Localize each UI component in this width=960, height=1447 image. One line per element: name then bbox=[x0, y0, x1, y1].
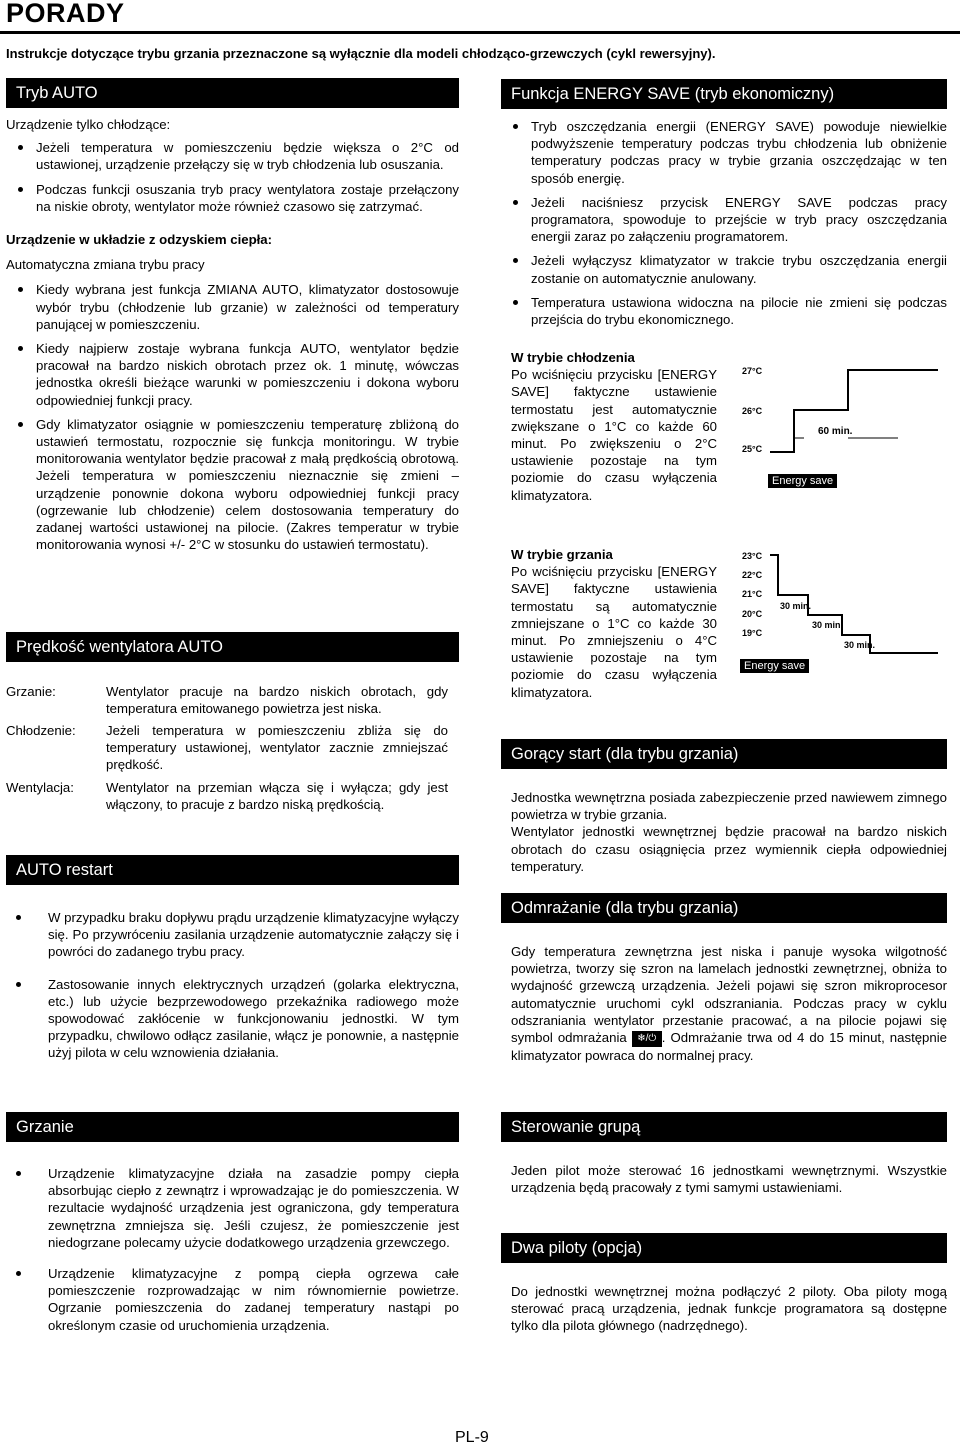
list-item: Jeżeli naciśniesz przycisk ENERGY SAVE podczas pracy programatora, spowoduje to przejście w tryb pracy oszczędzania energii zaraz po załączeniu programatorem. bbox=[501, 194, 947, 246]
heat-recovery-subtitle: Automatyczna zmiana trybu pracy bbox=[6, 257, 205, 273]
y-tick-label: 22°C bbox=[742, 570, 763, 580]
hot-start-p1: Jednostka wewnętrzna posiada zabezpieczenie przed nawiewem zimnego powietrza w trybie grzania. bbox=[511, 790, 947, 823]
heating-mode-block bbox=[511, 546, 717, 701]
page-number: PL-9 bbox=[455, 1429, 489, 1446]
heating-mode-title: W trybie grzania bbox=[511, 547, 613, 562]
energy-save-badge: Energy save bbox=[740, 659, 809, 673]
grzanie-body bbox=[6, 1165, 459, 1341]
list-item: Urządzenie klimatyzacyjne działa na zasadzie pompy ciepła absorbując ciepło z zewnątrz i wprowadzając je do pomieszczenia. W rezultacie wydajność urządzenia jest ograniczona, gdy temperatura zewnętrzna zmniejsza się. Jeśli czujesz, że pomieszczenie jest niedogrzane polecamy użycie dodatkowego urządzenia grzewczego. bbox=[6, 1165, 459, 1251]
auto-restart-body bbox=[6, 909, 459, 1069]
y-tick-label: 27°C bbox=[742, 366, 763, 376]
fan-row-label: Chłodzenie: bbox=[6, 723, 76, 738]
fan-row-label: Grzanie: bbox=[6, 684, 56, 699]
energy-save-body bbox=[501, 118, 947, 335]
section-heading-fan-speed: Prędkość wentylatora AUTO bbox=[6, 632, 459, 662]
grzanie-list bbox=[6, 1165, 459, 1334]
heating-step-chart bbox=[738, 549, 948, 679]
fan-row-text: Wentylator pracuje na bardzo niskich obrotach, gdy temperatura emitowanego powietrza jest niska. bbox=[106, 684, 448, 717]
section-heading-group: Sterowanie grupą bbox=[501, 1112, 947, 1142]
list-item: Urządzenie klimatyzacyjne z pompą ciepła ogrzewa całe pomieszczenie rozprowadzając w nim równomiernie powietrze. Ogrzanie pomieszczenia do zadanej temperatury nastąpi po określonym czasie od uruchomienia urządzenia. bbox=[6, 1265, 459, 1334]
list-item: Jeżeli temperatura w pomieszczeniu będzie większa o 2°C od ustawionej, urządzenie przełączy się w tryb chłodzenia lub osuszania. bbox=[6, 139, 459, 173]
section-heading-auto-restart: AUTO restart bbox=[6, 855, 459, 885]
list-item: Kiedy wybrana jest funkcja ZMIANA AUTO, klimatyzator dostosowuje wybór trybu (chłodzenie lub grzanie) w zależności od temperatury panującej w pomieszczeniu. bbox=[6, 281, 459, 333]
list-item: Tryb oszczędzania energii (ENERGY SAVE) powoduje niewielkie podwyższenie temperatury podczas trybu chłodzenia lub obniżenie temperatury podczas pracy w trybie grzania oszczędzając w ten sposób energię. bbox=[501, 118, 947, 187]
defrost-icon: ❄/⏻ bbox=[632, 1031, 662, 1047]
interval-label: 60 min. bbox=[818, 426, 853, 437]
defrost-text-after: . Odmrażanie trwa od 4 do 15 minut, następnie klimatyzator powraca do normalnej pracy. bbox=[511, 1030, 947, 1063]
fan-row-text: Jeżeli temperatura w pomieszczeniu zbliża się do temperatury ustawionej, wentylator zacznie zmniejszać prędkość. bbox=[106, 723, 448, 773]
hot-start-p2: Wentylator jednostki wewnętrznej będzie pracował na bardzo niskich obrotach do czasu osiągnięcia przez wymiennik ciepła odpowiedniej temperatury. bbox=[511, 824, 947, 874]
section-heading-energy-save: Funkcja ENERGY SAVE (tryb ekonomiczny) bbox=[501, 79, 947, 109]
heat-recovery-title: Urządzenie w układzie z odzyskiem ciepła: bbox=[6, 232, 273, 248]
list-item: Kiedy najpierw zostaje wybrana funkcja AUTO, wentylator będzie pracował na bardzo niskich obrotach przez ok. 1 minutę, wówczas jednostka określi bieżące warunki w pomieszczeniu i dokona wyboru odpowiedniej funkcji pracy. bbox=[6, 340, 459, 409]
page-title: PORADY bbox=[6, 0, 125, 28]
interval-label: 30 min. bbox=[780, 601, 812, 611]
group-text: Jeden pilot może sterować 16 jednostkami wewnętrznymi. Wszystkie urządzenia będą pracowały z tymi samymi ustawieniami. bbox=[511, 1163, 947, 1196]
list-item: Gdy klimatyzator osiągnie w pomieszczeniu temperaturę zbliżoną do ustawień termostatu, rozpocznie się funkcja monitoringu. W trybie monitorowania wentylator będzie pracował z małą prędkością obrotową. Jeżeli temperatura w pomieszczeniu nieznacznie się zmieni – urządzenie ponownie dokona wyboru odpowiedniej funkcji pracy (ogrzewanie lub chłodzenie) celem dostosowania temperatury do zadanej wartości ustawionej na pilocie. (Zakres temperatur w trybie monitorowania wynosi +/- 2°C w stosunku do ustawień termostatu). bbox=[6, 416, 459, 554]
defrost-text: Gdy temperatura zewnętrzna jest niska i panuje wysoka wilgotność powietrza, tworzy się szron na lamelach jednostki zewnętrznej, obniża to wydajność grzewczą urządzenia. Jeżeli pojawi się szron mikroprocesor automatycznie uruchomi cykl odszraniania. Podczas pracy w cyklu odszraniania wentylator przestanie pracować, a na pilocie pojawi się symbol odmrażania bbox=[511, 944, 947, 1046]
interval-label: 30 min. bbox=[844, 640, 876, 650]
list-item: Zastosowanie innych elektrycznych urządzeń (golarka elektryczna, etc.) lub użycie bezprzewodowego przekaźnika radiowego może spowodować zakłócenie w funkcjonowaniu jednostki. W tym przypadku, chwilowo odłącz zasilanie, włącz je ponownie, a następnie użyj pilota w celu wznowienia działania. bbox=[6, 976, 459, 1062]
list-item: Podczas funkcji osuszania tryb pracy wentylatora zostaje przełączony na niskie obroty, wentylator może również czasowo się zatrzymać. bbox=[6, 181, 459, 215]
section-heading-defrost: Odmrażanie (dla trybu grzania) bbox=[501, 893, 947, 923]
list-item: Jeżeli wyłączysz klimatyzator w trakcie trybu oszczędzania energii zostanie on automatycznie anulowany. bbox=[501, 252, 947, 286]
energy-save-badge: Energy save bbox=[768, 474, 837, 488]
y-tick-label: 26°C bbox=[742, 406, 763, 416]
energy-save-list bbox=[501, 118, 947, 328]
cooling-only-title: Urządzenie tylko chłodzące: bbox=[6, 117, 171, 132]
cooling-mode-text: Po wciśnięciu przycisku [ENERGY SAVE] faktyczne ustawienie termostatu jest automatycznie zwiększane o 1°C co każde 60 minut. Po zwiększeniu o 2°C ustawienie pozostaje na tym poziomie do czasu wyłączenia klimatyzatora. bbox=[511, 367, 717, 503]
cooling-mode-block bbox=[511, 349, 717, 504]
hot-start-body bbox=[511, 789, 947, 875]
heat-recovery-list bbox=[6, 281, 459, 553]
section-heading-grzanie: Grzanie bbox=[6, 1112, 459, 1142]
cooling-step-chart bbox=[738, 362, 948, 492]
cooling-only-list bbox=[6, 139, 459, 215]
y-tick-label: 21°C bbox=[742, 589, 763, 599]
fan-row-label: Wentylacja: bbox=[6, 780, 74, 795]
section-heading-tryb-auto: Tryb AUTO bbox=[6, 78, 459, 108]
tryb-auto-body bbox=[6, 116, 459, 560]
y-tick-label: 20°C bbox=[742, 609, 763, 619]
title-rule bbox=[0, 31, 960, 34]
fan-row-text: Wentylator na przemian włącza się i wyłącza; gdy jest włączony, to pracuje z bardzo niską prędkością. bbox=[106, 780, 448, 813]
section-heading-hot-start: Gorący start (dla trybu grzania) bbox=[501, 739, 947, 769]
y-tick-label: 23°C bbox=[742, 551, 763, 561]
list-item: Temperatura ustawiona widoczna na pilocie nie zmieni się podczas przejścia do trybu ekonomicznego. bbox=[501, 294, 947, 328]
defrost-body bbox=[511, 943, 947, 1064]
y-tick-label: 25°C bbox=[742, 444, 763, 454]
auto-restart-list bbox=[6, 909, 459, 1062]
list-item: W przypadku braku dopływu prądu urządzenie klimatyzacyjne wyłączy się. Po przywróceniu zasilania urządzenie automatycznie załączy się i powróci do zadanego trybu pracy. bbox=[6, 909, 459, 961]
y-tick-label: 19°C bbox=[742, 628, 763, 638]
section-heading-two-remotes: Dwa piloty (opcja) bbox=[501, 1233, 947, 1263]
heating-mode-text: Po wciśnięciu przycisku [ENERGY SAVE] faktyczne ustawienia termostatu są automatycznie zmniejszane o 1°C co każde 30 minut. Po zmniejszeniu o 4°C ustawienie pozostaje na tym poziomie do czasu wyłączenia klimatyzatora. bbox=[511, 564, 717, 700]
cooling-mode-title: W trybie chłodzenia bbox=[511, 350, 635, 365]
intro-text: Instrukcje dotyczące trybu grzania przeznaczone są wyłącznie dla modeli chłodząco-grzewczych (cykl rewersyjny). bbox=[6, 46, 716, 61]
two-remotes-text: Do jednostki wewnętrznej można podłączyć 2 piloty. Oba piloty mogą sterować pracą urządzenia, jednak funkcje programatora są dostępne tylko dla pilota głównego (nadrzędnego). bbox=[511, 1284, 947, 1334]
interval-label: 30 min. bbox=[812, 620, 844, 630]
